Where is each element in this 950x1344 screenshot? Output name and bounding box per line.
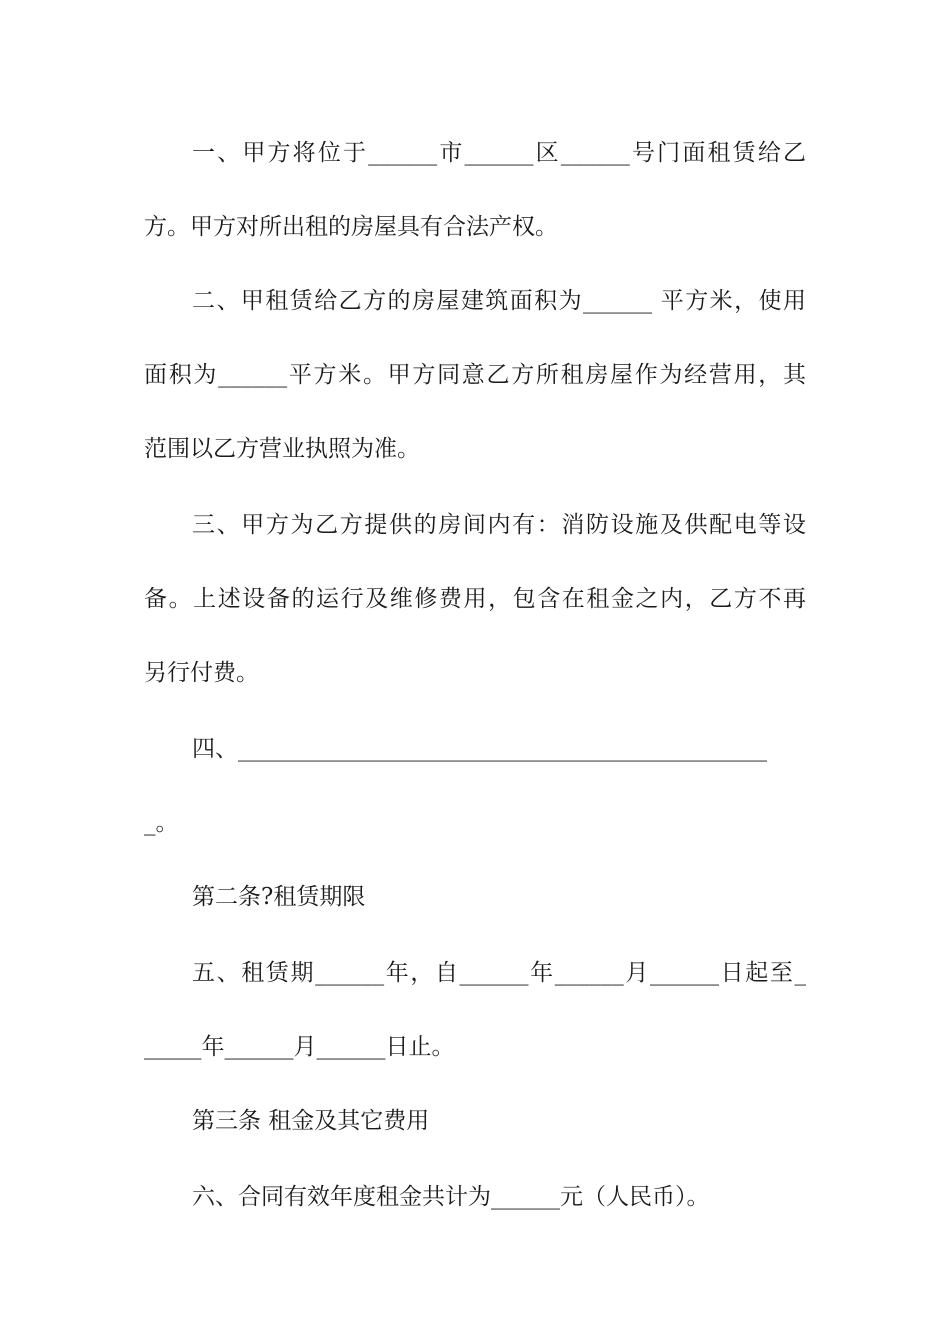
clause-2-line-3: 范围以乙方营业执照为准。: [144, 436, 420, 462]
article-2-heading: 第二条?租赁期限: [192, 884, 366, 910]
clause-3-line-1: 三、甲方为乙方提供的房间内有：消防设施及供配电等设: [192, 512, 806, 538]
clause-5-line-1: 五、租赁期______年，自______年______月______日起至_: [192, 960, 806, 986]
clause-3-line-2: 备。上述设备的运行及维修费用，包含在租金之内，乙方不再: [144, 586, 806, 612]
clause-3-line-3: 另行付费。: [144, 660, 259, 686]
article-3-heading: 第三条 租金及其它费用: [192, 1108, 430, 1134]
clause-1-line-1: 一、甲方将位于______市______区______号门面租赁给乙: [192, 140, 806, 166]
clause-2-line-2: 面积为______平方米。甲方同意乙方所租房屋作为经营用，其: [144, 362, 806, 388]
clause-1-line-2: 方。甲方对所出租的房屋具有合法产权。: [144, 214, 558, 240]
clause-4-line-1: 四、______________________________________________: [192, 736, 767, 762]
clause-6-line-1: 六、合同有效年度租金共计为______元（人民币）。: [192, 1184, 710, 1210]
clause-2-line-1: 二、甲租赁给乙方的房屋建筑面积为______ 平方米，使用: [192, 288, 806, 314]
clause-5-line-2: _____年______月______日止。: [144, 1034, 455, 1060]
clause-4-line-2: _。: [144, 810, 179, 836]
